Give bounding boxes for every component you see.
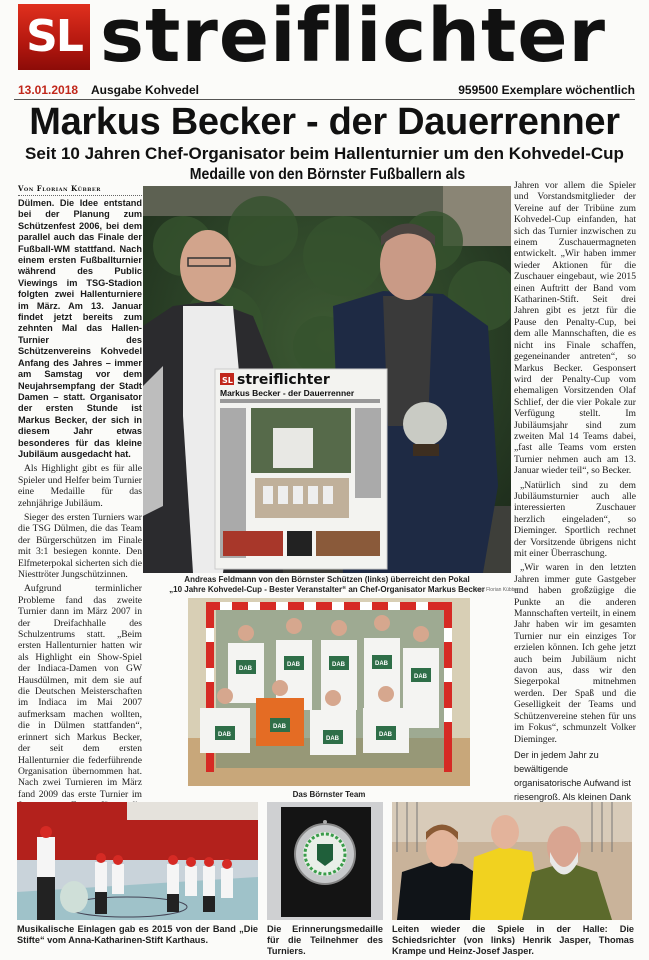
band-photo-caption: Musikalische Einlagen gab es 2015 von der Band „Die Stifte“ vom Anna-Katharinen-Stift Karthaus. <box>17 924 258 945</box>
brand-logo: SL <box>18 4 90 70</box>
newspaper-title: streiflichter <box>100 0 606 79</box>
inset-headline: Markus Becker - der Dauerrenner <box>220 388 355 398</box>
shirt-sponsor: DAB <box>326 736 339 742</box>
photo-credit: foto: Florian Kübber <box>475 587 519 593</box>
edition-label: Ausgabe Kohvedel <box>90 83 199 97</box>
inset-logo: SL <box>222 376 233 385</box>
main-photo <box>143 186 511 573</box>
article-headline: Markus Becker - der Dauerrenner <box>29 101 620 143</box>
article-subheadline: Seit 10 Jahren Chef-Organisator beim Hallenturnier um den Kohvedel-Cup <box>25 144 624 163</box>
caption-line-1: Andreas Feldmann von den Börnster Schützen (links) überreicht den Pokal <box>184 575 470 584</box>
article-kicker: Medaille von den Börnster Fußballern als <box>189 166 466 183</box>
band-photo <box>17 802 258 920</box>
paragraph: Aufgrund terminlicher Probleme fand das zweite Turnier dann im März 2007 in der Dreifachhalle des Schulzentrums statt. „Beim ersten Hallenturnier hatten wir als Highlight ein Show-Spiel der Indiaca-Damen von GW Hausdülmen, mit dem sie auf die Deutschen Meisterschaften im Indiaca im Mai 2007 aufmerksam machen wollten, die in Dülmen stattfanden“, erinnert sich Markus Becker, der seit dem ersten Hallenturnier die federführende Organisation übernommen hat. Nach zwei Turnieren im März fand 2009 das erste Turnier im <box>18 583 142 800</box>
shirt-sponsor: DAB <box>379 732 392 738</box>
inset-title: streiflichter <box>237 372 330 388</box>
lead-paragraph: Dülmen. Die Idee entstand bei der Planung zum Schützenfest 2006, bei dem parallel auch das Finale der Fußball-WM stattfand. Nach einem ersten Fußballturnier während des Public Viewings im TSG-Stadion folgten zwei Hallenturniere im März. Am 13. Januar findet jetzt bereits zum zehnten Mal das Hallen-Turnier des Schützenvereins Kohvedel Anfang des Jahres – immer am Samstag vor dem Neujahrsempfang der Stadt Damen – statt. Organisator der ersten Stunde ist Markus Becker, der sich in diesem Jahr etwas besonderes für das kleine Jubiläum ausgedacht hat. <box>18 198 142 459</box>
caption-line-2: „10 Jahre Kohvedel-Cup - Bester Veranstalter“ an Chef-Organisator Markus Becker <box>169 585 485 594</box>
masthead-divider <box>14 99 635 100</box>
circulation-label: 959500 Exemplare wöchentlich <box>458 83 635 97</box>
team-photo <box>188 598 470 786</box>
shirt-sponsor: DAB <box>218 732 231 738</box>
shirt-sponsor: DAB <box>375 661 388 667</box>
shirt-sponsor: DAB <box>332 662 345 668</box>
medal-photo <box>267 802 383 920</box>
sidebar-box: Der in jedem Jahr zu bewältigende organisatorische Aufwand ist riesengroß. Als kleinen Dank <box>514 749 631 802</box>
paragraph: Als Highlight gibt es für alle Spieler und Helfer beim Turnier eine Medaille für das zehnjährige Jubiläum. <box>18 463 142 509</box>
paragraph: Jahren vor allem die Spieler und Vorstandsmitglieder der Vereine auf der Tribüne zum Kohvedel-Cup einfanden, hat sich das Turnier inzwischen zu einem Zuschauermagneten entwickelt. „Wir haben immer wieder Aktionen für die Zuschauer eingebaut, wie 2015 einen Auftritt der Band vom Katharinen-Stift. Seit drei Jahren gibt es jetzt für die Pause den Penalty-Cup, bei dem alle Mannschaften, die es nicht ins Finale schaffen, gegeneinander antreten“, so Markus Becker. Gesponsert wird der Penalty-Cup vom ehemaligen Vorsitzenden Olaf Schlief, der die vier Pokale zur Verfügung stellt. Im Jubiläumsjahr sind zum zweiten Mal 14 Teams dabei, „fast alle Teams vom ersten Turnier nehmen auch am 13. Januar wieder teil“, so Becker. <box>514 180 636 477</box>
paragraph: Sieger des ersten Turniers war die TSG Dülmen, die das Team der Bürgerschützen im Finale mit 3:1 besiegen konnte. Den Elfmeterpokal sicherten sich die Niesttröter Jungschützinnen. <box>18 511 142 580</box>
shirt-sponsor: DAB <box>273 724 286 730</box>
referees-photo-caption: Leiten wieder die Spiele in der Halle: Die Schiedsrichter (von links) Henrik Jasper, Thomas Krampe und Heinz-Josef Jasper. <box>392 924 634 956</box>
team-photo-caption: Das Börnster Team <box>292 790 366 799</box>
shirt-sponsor: DAB <box>287 662 300 668</box>
issue-date: 13.01.2018 <box>18 83 79 97</box>
medal-photo-caption: Die Erinnerungsmedaille für die Teilnehmer des Turniers. <box>267 924 383 956</box>
shirt-sponsor: DAB <box>414 674 427 680</box>
byline: Von Florian Kübber <box>18 184 142 196</box>
main-photo-caption <box>143 575 511 595</box>
referees-photo <box>392 802 632 920</box>
shirt-sponsor: DAB <box>239 666 252 672</box>
dateline <box>18 83 199 97</box>
paragraph: „Wir waren in den letzten Jahren immer gute Gastgeber und haben großzügige die Punkte an die anderen Mannschaften verteilt, in einem Jahr haben wir im gesamten Turnier nur ein einziges Tor erzielen können. Ich gehe jetzt auch beim Jubiläum nicht davon aus, dass wir den Siegerpokal mitnehmen werden. Der Spaß und die Geselligkeit der Teams und Schützenvereine stehen für uns im Fokus“, schmunzelt Volker Dieminger. <box>514 562 637 745</box>
paragraph: „Natürlich sind zu dem Jubiläumsturnier auch alle interessierten Zuschauer herzlich eingeladen“, so Dieminger. Sportlich rechnet der Vorsitzende übrigens nicht mit einer Überraschung. <box>514 479 636 559</box>
